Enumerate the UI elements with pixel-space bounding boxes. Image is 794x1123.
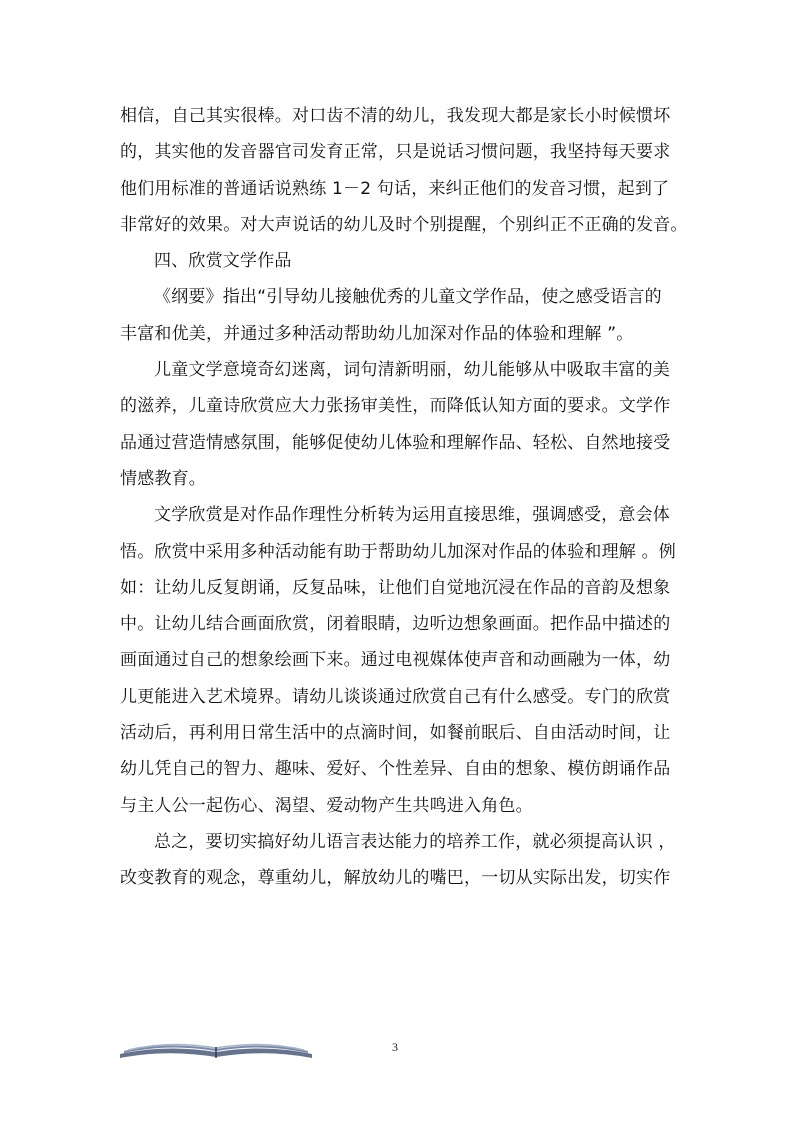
text-line: 的，其实他的发音器官司发育正常，只是说话习惯问题，我坚持每天要求 [120, 142, 671, 163]
text-line: 文学欣赏是对作品作理性分析转为运用直接思维，强调感受，意会体 [154, 505, 670, 526]
body-text [120, 98, 688, 897]
text-line: 中。让幼儿结合画面欣赏，闭着眼睛，边听边想象画面。把作品中描述的 [120, 614, 671, 635]
text-line: 幼儿凭自己的智力、趣味、爱好、个性差异、自由的想象、模仿朗诵作品 [120, 759, 671, 780]
text-line: 情感教育。 [120, 468, 206, 489]
text-line: 儿更能进入艺术境界。请幼儿谈谈通过欣赏自己有什么感受。专门的欣赏 [120, 686, 671, 707]
text-line: 画面通过自己的想象绘画下来。通过电视媒体使声音和动画融为一体，幼 [120, 650, 671, 671]
page-number: 3 [392, 1040, 398, 1054]
text-line: 悟。欣赏中采用多种活动能有助于帮助幼儿加深对作品的体验和理解 。例 [120, 541, 677, 562]
open-book-icon [116, 1036, 316, 1062]
text-line: 相信，自己其实很棒。对口齿不清的幼儿，我发现大都是家长小时候惯坏 [120, 106, 671, 126]
text-line: 的滋养，儿童诗欣赏应大力张扬审美性，而降低认知方面的要求。文学作 [120, 396, 671, 417]
text-line: 如：让幼儿反复朗诵，反复品味，让他们自觉地沉浸在作品的音韵及想象 [120, 577, 671, 598]
text-line: 他们用标准的普通话说熟练 1－2 句话，来纠正他们的发音习惯，起到了 [120, 178, 670, 199]
text-line: 丰富和优美，并通过多种活动帮助幼儿加深对作品的体验和理解 ”。 [120, 323, 634, 344]
section-heading: 四、欣赏文学作品 [154, 251, 292, 272]
text-line: 与主人公一起伤心、渴望、爱动物产生共鸣进入角色。 [120, 795, 533, 816]
text-line: 改变教育的观念，尊重幼儿，解放幼儿的嘴巴，一切从实际出发，切实作 [120, 868, 671, 889]
text-line: 总之，要切实搞好幼儿语言表达能力的培养工作，就必须提高认识 ， [154, 831, 676, 852]
text-line: 品通过营造情感氛围，能够促使幼儿体验和理解作品、轻松、自然地接受 [120, 432, 671, 453]
text-line: 《纲要》指出“引导幼儿接触优秀的儿童文学作品，使之感受语言的 [154, 287, 662, 308]
text-line: 活动后，再利用日常生活中的点滴时间，如餐前眠后、自由活动时间，让 [120, 723, 671, 744]
text-line: 儿童文学意境奇幻迷离，词句清新明丽，幼儿能够从中吸取丰富的美 [154, 360, 670, 381]
text-line: 非常好的效果。对大声说话的幼儿及时个别提醒，个别纠正不正确的发音。 [120, 214, 688, 235]
